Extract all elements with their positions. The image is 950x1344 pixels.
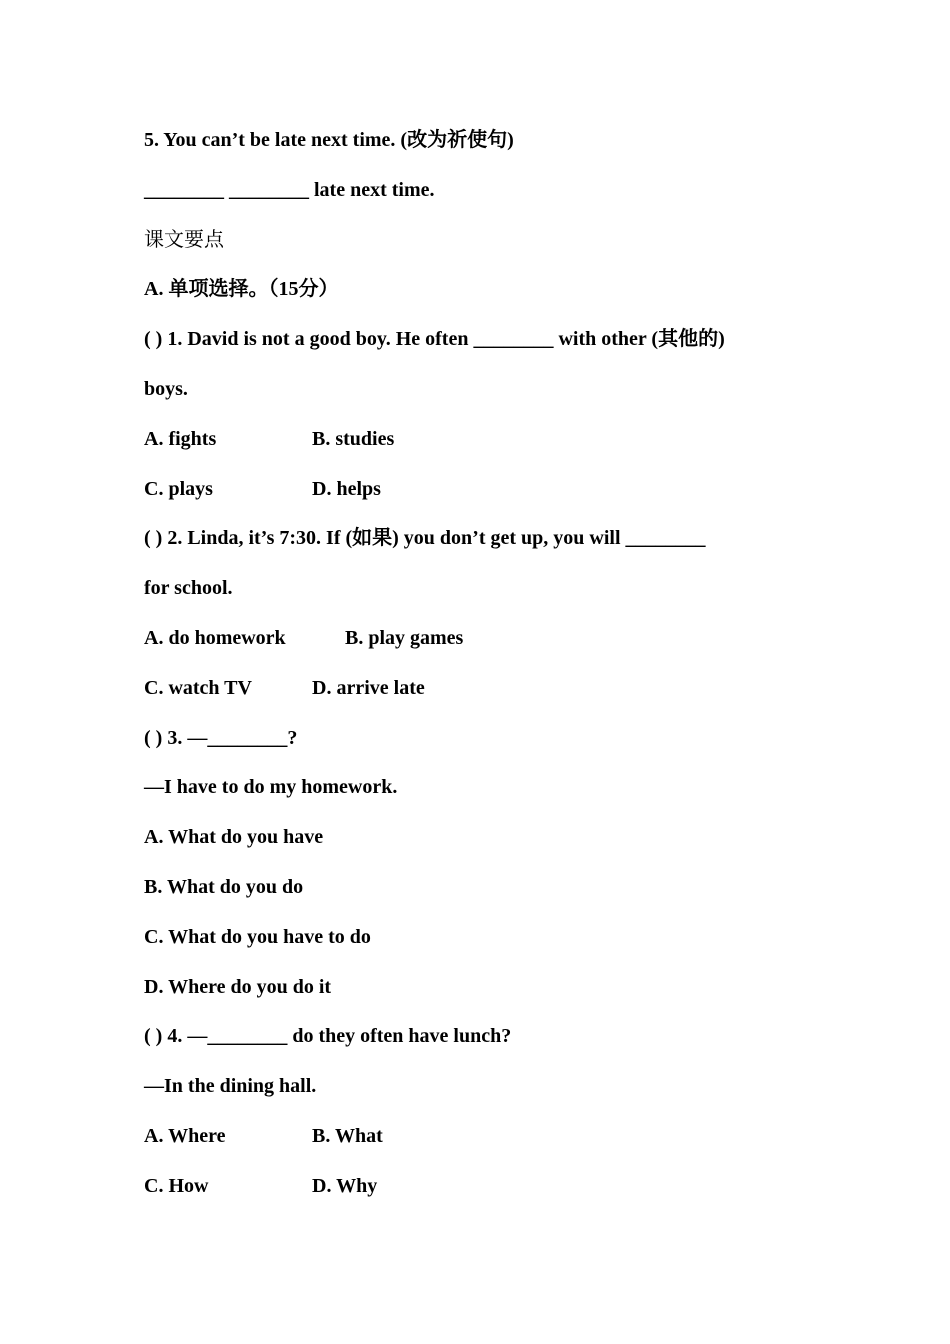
question-4-options-row-1 <box>144 1120 824 1170</box>
question-3-response: —I have to do my homework. <box>144 776 398 799</box>
question-3-stem: ( ) 3. —________? <box>144 726 298 749</box>
q1-option-c: C. plays <box>144 477 213 500</box>
q4-option-a: A. Where <box>144 1124 226 1147</box>
q2-option-a: A. do homework <box>144 626 286 649</box>
rewrite-answer-blanks: ________ ________ late next time. <box>144 178 435 201</box>
q1-option-b: B. studies <box>312 427 395 450</box>
question-1-stem: ( ) 1. David is not a good boy. He often ________ with other (其他的) <box>144 328 725 351</box>
question-4-response: —In the dining hall. <box>144 1075 317 1098</box>
q3-option-c: C. What do you have to do <box>144 925 371 948</box>
question-2-options-row-2 <box>144 672 824 722</box>
question-1-options-row-1 <box>144 423 824 473</box>
q3-option-b: B. What do you do <box>144 875 304 898</box>
rewrite-question-5: 5. You can’t be late next time. (改为祈使句) <box>144 129 514 151</box>
q4-option-c: C. How <box>144 1174 209 1197</box>
section-heading: 课文要点 <box>144 228 224 251</box>
q2-option-c: C. watch TV <box>144 676 252 699</box>
question-1-options-row-2 <box>144 473 824 523</box>
question-2-stem-cont: for school. <box>144 577 233 600</box>
question-2-stem: ( ) 2. Linda, it’s 7:30. If (如果) you don’t get up, you will ________ <box>144 527 706 550</box>
question-4-options-row-2 <box>144 1170 824 1220</box>
question-1-stem-cont: boys. <box>144 377 188 400</box>
q3-option-a: A. What do you have <box>144 826 324 849</box>
q1-option-a: A. fights <box>144 427 217 450</box>
q4-option-b: B. What <box>312 1124 383 1147</box>
q3-option-d: D. Where do you do it <box>144 975 332 998</box>
part-a-heading: A. 单项选择。（15分） <box>144 278 339 301</box>
q2-option-d: D. arrive late <box>312 676 425 699</box>
document-page <box>144 124 824 1220</box>
question-2-options-row-1 <box>144 622 824 672</box>
question-4-stem: ( ) 4. —________ do they often have lunch? <box>144 1025 512 1048</box>
q4-option-d: D. Why <box>312 1174 378 1197</box>
q1-option-d: D. helps <box>312 477 381 500</box>
q2-option-b: B. play games <box>345 626 464 649</box>
